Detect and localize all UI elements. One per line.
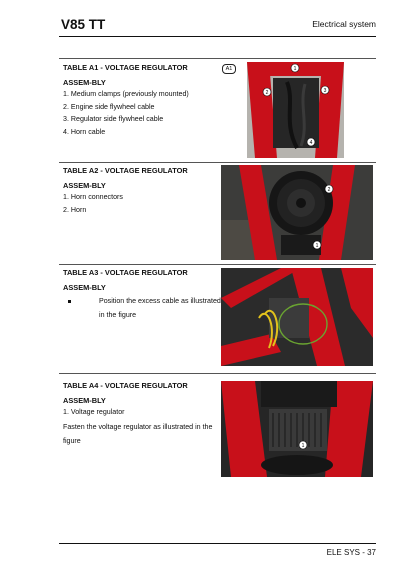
list-item: 3. Regulator side flywheel cable xyxy=(63,115,164,123)
callout-2: 2 xyxy=(265,89,269,96)
table-title: TABLE A3 - VOLTAGE REGULATOR ASSEM-BLY xyxy=(63,268,188,292)
block-divider xyxy=(59,58,376,59)
callout-3: 3 xyxy=(323,87,327,94)
manual-title: V85 TT xyxy=(61,17,106,32)
photo-a4 xyxy=(221,381,373,477)
item-list xyxy=(63,191,217,216)
bullet-text: Position the excess cable as illustrated in the figure xyxy=(99,297,221,319)
table-title: TABLE A4 - VOLTAGE REGULATOR ASSEM-BLY xyxy=(63,381,188,405)
instruction-note: Fasten the voltage regulator as illustrated in the figure xyxy=(63,423,213,445)
list-item: 1. Voltage regulator xyxy=(63,408,125,416)
table-title: TABLE A1 - VOLTAGE REGULATOR ASSEM-BLY xyxy=(63,63,188,87)
photo-a2 xyxy=(221,165,373,260)
list-item: 1. Horn connectors xyxy=(63,193,123,201)
item-list xyxy=(63,88,217,138)
callout-1: 1 xyxy=(301,442,305,449)
bullet-dot xyxy=(68,300,71,303)
header-divider xyxy=(59,36,376,37)
item-list xyxy=(63,406,217,419)
list-item: 4. Horn cable xyxy=(63,127,106,136)
callout-1: 1 xyxy=(315,242,319,249)
photo-a3 xyxy=(221,268,373,366)
photo-a1 xyxy=(247,62,344,158)
callout-4: 4 xyxy=(309,139,313,146)
list-item: 2. Engine side flywheel cable xyxy=(63,102,155,111)
callout-1: 1 xyxy=(293,65,297,72)
callout-2: 2 xyxy=(327,186,331,193)
list-item: 1. Medium clamps (previously mounted) xyxy=(63,90,189,98)
list-item: 2. Horn xyxy=(63,205,87,214)
footer-divider xyxy=(59,543,376,544)
block-divider xyxy=(59,373,376,374)
bullet-item xyxy=(68,294,226,324)
section-name: Electrical system xyxy=(312,19,376,29)
table-title: TABLE A2 - VOLTAGE REGULATOR ASSEM-BLY xyxy=(63,166,188,190)
page-number: ELE SYS - 37 xyxy=(326,548,376,557)
figure-badge: A1 xyxy=(222,64,236,74)
